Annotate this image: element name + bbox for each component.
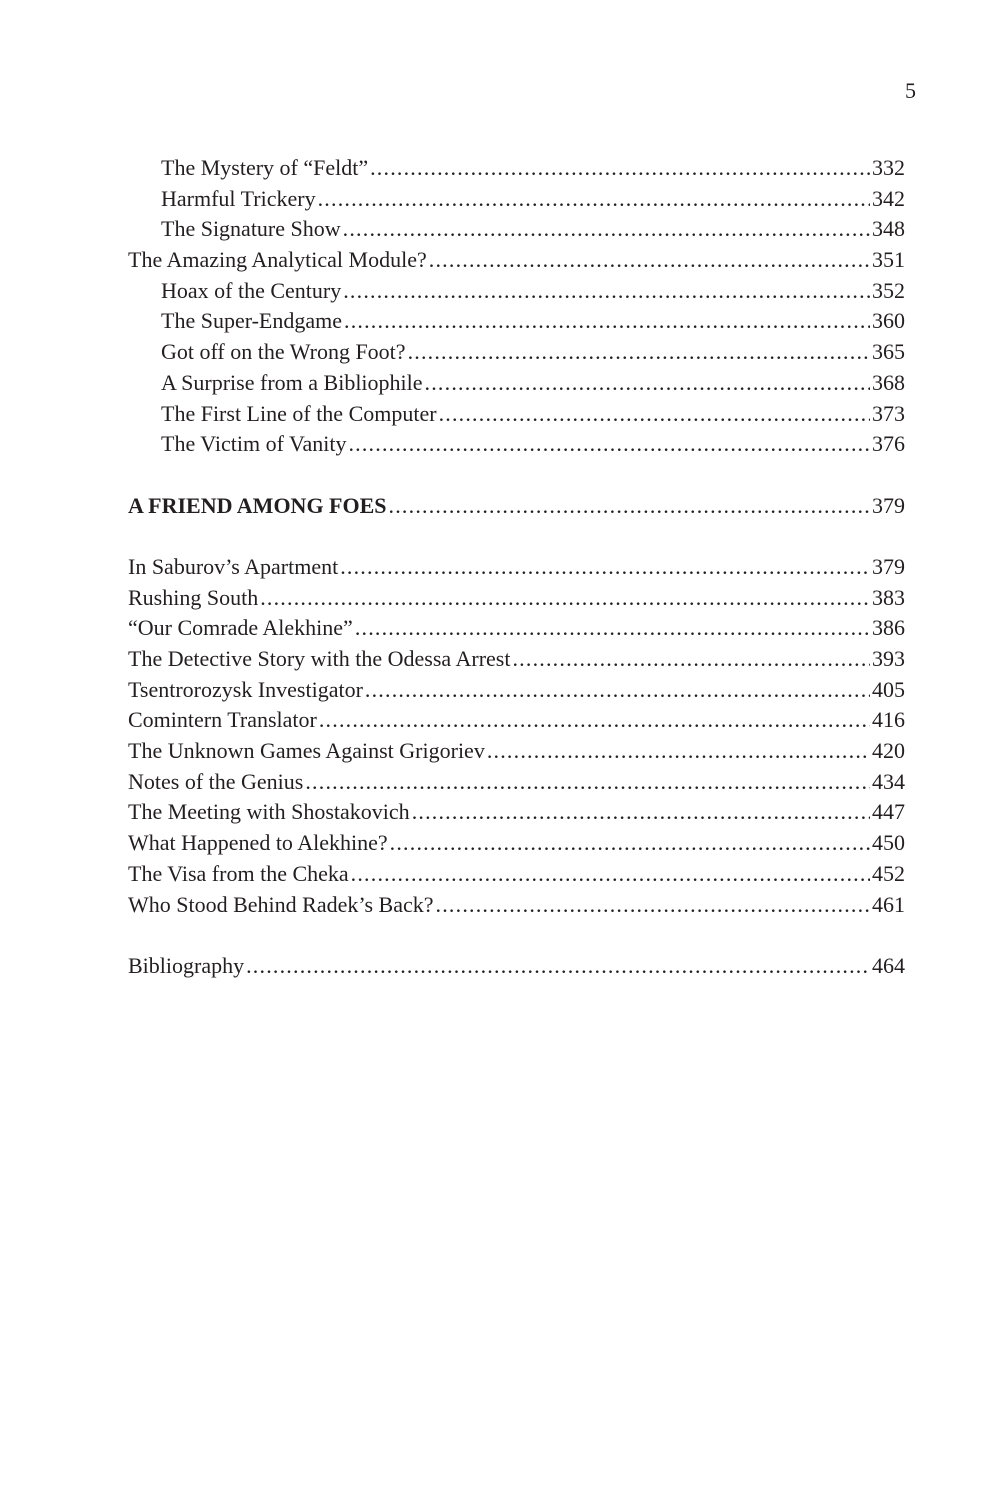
toc-entry — [128, 613, 905, 644]
toc-entry — [128, 736, 905, 767]
toc-entry — [128, 644, 905, 675]
toc-entry-title: What Happened to Alekhine? — [128, 830, 388, 856]
toc-entry-title: The Victim of Vanity — [161, 431, 347, 457]
toc-entry-title: The Amazing Analytical Module? — [128, 247, 427, 273]
toc-entry-title: Harmful Trickery — [161, 185, 316, 211]
dot-leader — [351, 859, 870, 890]
toc-entry-page: 464 — [872, 952, 905, 978]
toc-entry-title: The Signature Show — [161, 216, 341, 242]
dot-leader — [260, 583, 870, 614]
toc-entry — [128, 705, 905, 736]
toc-entry — [128, 368, 905, 399]
dot-leader — [348, 429, 870, 460]
dot-leader — [246, 951, 870, 982]
toc-entry-title: Tsentrorozysk Investigator — [128, 676, 363, 702]
toc-entry — [128, 214, 905, 245]
toc-entry-title: The Meeting with Shostakovich — [128, 799, 410, 825]
toc-entry-title: A Surprise from a Bibliophile — [161, 369, 423, 395]
toc-entry-title: Bibliography — [128, 952, 245, 978]
toc-entry-page: 416 — [872, 707, 905, 733]
toc-entry-page: 352 — [872, 277, 905, 303]
dot-leader — [318, 184, 870, 215]
dot-leader — [487, 736, 870, 767]
toc-entry — [128, 828, 905, 859]
toc-entry-page: 383 — [872, 584, 905, 610]
toc-entry-page: 342 — [872, 185, 905, 211]
toc-section-heading — [128, 491, 905, 522]
toc-entry — [128, 245, 905, 276]
toc-entry-page: 405 — [872, 676, 905, 702]
toc-entry-title: “Our Comrade Alekhine” — [128, 615, 353, 641]
toc-entry-title: Hoax of the Century — [161, 277, 342, 303]
toc-entry-page: 434 — [872, 768, 905, 794]
toc-entry-page: 332 — [872, 155, 905, 180]
toc-entry — [128, 552, 905, 583]
dot-leader — [344, 306, 870, 337]
dot-leader — [425, 368, 870, 399]
toc-entry-page: 447 — [872, 799, 905, 825]
toc-entry-title: Who Stood Behind Radek’s Back? — [128, 891, 434, 917]
dot-leader — [429, 245, 870, 276]
toc-entry — [128, 153, 905, 184]
toc-entry-page: 360 — [872, 308, 905, 334]
toc-entry-title: In Saburov’s Apartment — [128, 553, 339, 579]
toc-entry-page: 379 — [872, 492, 905, 518]
dot-leader — [436, 890, 870, 921]
spacer — [128, 521, 905, 552]
dot-leader — [439, 399, 870, 430]
toc-entry — [128, 429, 905, 460]
toc-entry — [128, 951, 905, 982]
toc-entry — [128, 675, 905, 706]
toc-entry — [128, 399, 905, 430]
dot-leader — [412, 797, 870, 828]
toc-entry-title: Rushing South — [128, 584, 259, 610]
spacer — [128, 460, 905, 491]
dot-leader — [390, 828, 870, 859]
toc-entry-page: 365 — [872, 339, 905, 365]
toc-entry — [128, 859, 905, 890]
dot-leader — [343, 276, 870, 307]
table-of-contents — [128, 153, 905, 982]
toc-entry-page: 452 — [872, 860, 905, 886]
toc-entry — [128, 337, 905, 368]
toc-entry-title: A FRIEND AMONG FOES — [128, 492, 387, 518]
dot-leader — [343, 214, 870, 245]
dot-leader — [408, 337, 870, 368]
toc-entry — [128, 276, 905, 307]
toc-entry-title: The Super-Endgame — [161, 308, 342, 334]
dot-leader — [340, 552, 870, 583]
toc-entry — [128, 890, 905, 921]
spacer — [128, 920, 905, 951]
toc-entry-title: The Detective Story with the Odessa Arrest — [128, 646, 511, 671]
toc-entry-title: The Mystery of “Feldt” — [161, 155, 369, 180]
toc-entry-page: 379 — [872, 553, 905, 579]
toc-entry — [128, 306, 905, 337]
toc-entry-page: 386 — [872, 615, 905, 641]
dot-leader — [355, 613, 870, 644]
toc-entry-title: Got off on the Wrong Foot? — [161, 339, 406, 365]
dot-leader — [370, 153, 870, 184]
toc-entry-page: 351 — [872, 247, 905, 273]
dot-leader — [389, 491, 870, 522]
toc-entry — [128, 583, 905, 614]
toc-entry — [128, 797, 905, 828]
toc-entry-page: 368 — [872, 369, 905, 395]
toc-entry-page: 376 — [872, 431, 905, 457]
dot-leader — [305, 767, 870, 798]
toc-entry-page: 420 — [872, 738, 905, 764]
toc-entry — [128, 767, 905, 798]
toc-entry — [128, 184, 905, 215]
dot-leader — [319, 705, 870, 736]
toc-entry-title: Comintern Translator — [128, 707, 317, 733]
dot-leader — [365, 675, 870, 706]
toc-entry-title: The Visa from the Cheka — [128, 860, 349, 886]
toc-entry-page: 373 — [872, 400, 905, 426]
toc-entry-page: 461 — [872, 891, 905, 917]
toc-entry-title: The Unknown Games Against Grigoriev — [128, 738, 485, 764]
toc-entry-page: 450 — [872, 830, 905, 856]
toc-entry-title: Notes of the Genius — [128, 768, 304, 794]
page-number: 5 — [905, 78, 916, 103]
toc-entry-title: The First Line of the Computer — [161, 400, 437, 426]
toc-entry-page: 393 — [872, 646, 905, 671]
toc-entry-page: 348 — [872, 216, 905, 242]
dot-leader — [512, 644, 870, 675]
